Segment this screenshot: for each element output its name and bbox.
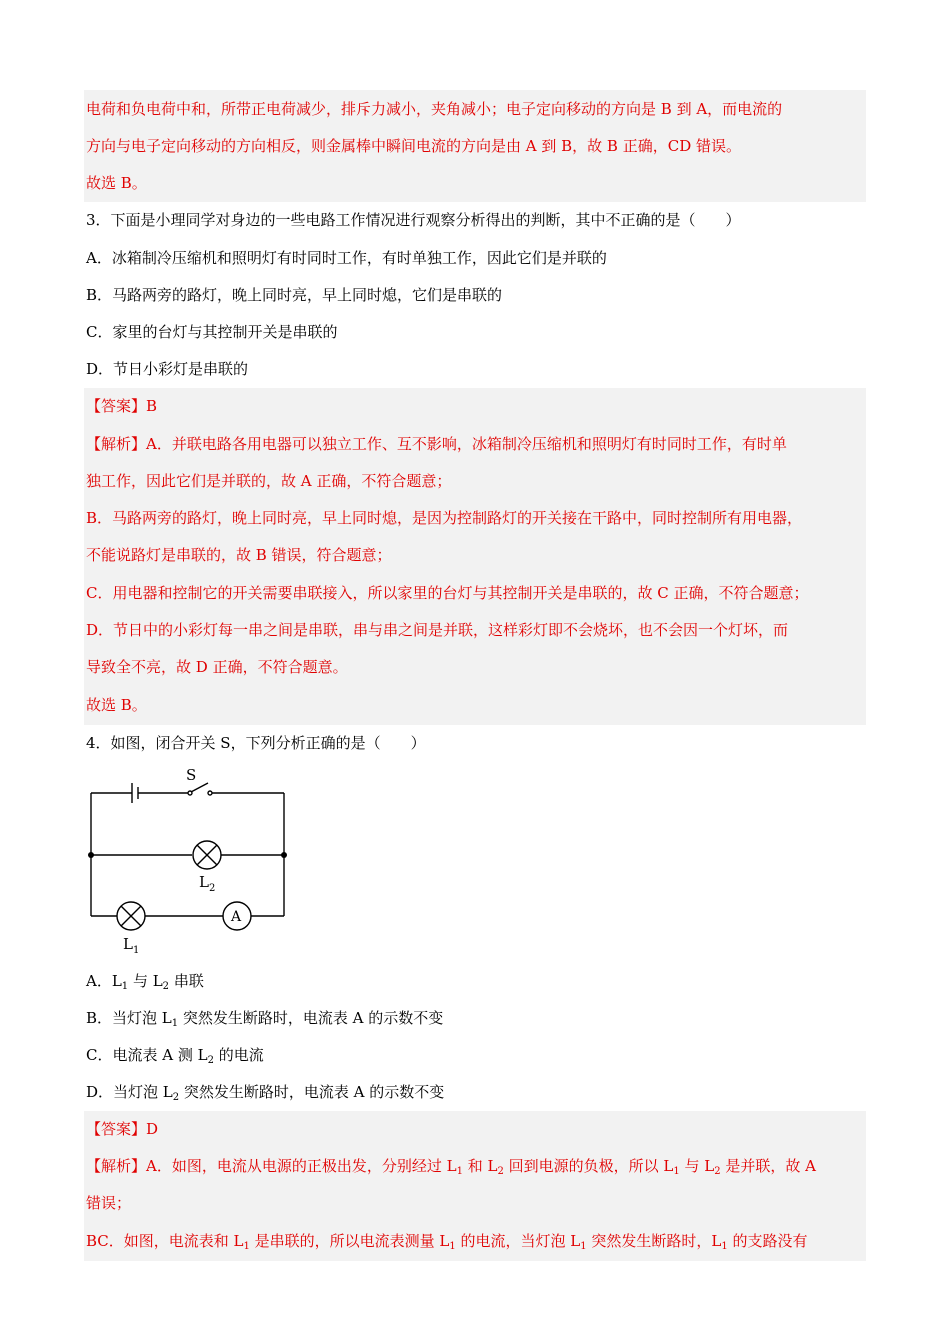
question-4-answer: 【答案】D xyxy=(86,1120,159,1138)
analysis-line: 故选 B。 xyxy=(86,174,147,192)
switch-label: S xyxy=(186,766,197,784)
question-4-option-d: D．当灯泡 $L_2$ 突然发生断路时，电流表 A 的示数不变 xyxy=(86,1083,445,1103)
analysis-line: 导致全不亮，故 D 正确，不符合题意。 xyxy=(86,658,348,676)
lamp-l1-label: $L_1$ xyxy=(123,935,140,956)
analysis-line: 【解析】A．如图，电流从电源的正极出发，分别经过 $L_1$ 和 $L_2$ 回到电源的负极，所以 $L_1$ 与 $L_2$ 是并联，故 A xyxy=(86,1157,816,1177)
junction-dot-left xyxy=(88,852,94,858)
question-4-option-c: C．电流表 A 测 $L_2$ 的电流 xyxy=(86,1046,264,1066)
analysis-line: D．节日中的小彩灯每一串之间是串联，串与串之间是并联，这样彩灯即不会烧坏，也不会因一个灯坏，而 xyxy=(86,621,789,639)
analysis-line: B．马路两旁的路灯，晚上同时亮，早上同时熄，是因为控制路灯的开关接在干路中，同时控制所有用电器， xyxy=(86,509,803,527)
question-4-option-a: A．$L_1$ 与 $L_2$ 串联 xyxy=(86,972,204,992)
switch-blade xyxy=(191,783,208,792)
analysis-line: 错误； xyxy=(86,1194,132,1212)
junction-dot-right xyxy=(281,852,287,858)
analysis-line: 电荷和负电荷中和，所带正电荷减少，排斥力减小，夹角减小；电子定向移动的方向是 B 到 A，而电流的 xyxy=(86,100,783,118)
question-4-option-b: B．当灯泡 $L_1$ 突然发生断路时，电流表 A 的示数不变 xyxy=(86,1009,444,1029)
switch-contact-right xyxy=(208,791,212,795)
ammeter-label: A xyxy=(231,909,242,925)
question-3-answer: 【答案】B xyxy=(86,397,158,415)
analysis-line: 方向与电子定向移动的方向相反，则金属棒中瞬间电流的方向是由 A 到 B，故 B 正确，CD 错误。 xyxy=(86,137,741,155)
question-3-option-a: A．冰箱制冷压缩机和照明灯有时同时工作，有时单独工作，因此它们是并联的 xyxy=(86,249,607,267)
question-3-option-b: B．马路两旁的路灯，晚上同时亮，早上同时熄，它们是串联的 xyxy=(86,286,503,304)
analysis-line: 【解析】A．并联电路各用电器可以独立工作、互不影响，冰箱制冷压缩机和照明灯有时同时工作，有时单 xyxy=(86,435,787,453)
analysis-line: C．用电器和控制它的开关需要串联接入，所以家里的台灯与其控制开关是串联的，故 C 正确，不符合题意； xyxy=(86,584,809,602)
analysis-line: 故选 B。 xyxy=(86,696,147,714)
question-3-stem: 3．下面是小理同学对身边的一些电路工作情况进行观察分析得出的判断，其中不正确的是（ ） xyxy=(86,211,741,229)
circuit-diagram xyxy=(80,765,300,960)
lamp-l2-label: $L_2$ xyxy=(199,873,216,894)
analysis-line: BC．如图，电流表和 $L_1$ 是串联的，所以电流表测量 $L_1$ 的电流，当灯泡 $L_1$ 突然发生断路时，$L_1$ 的支路没有 xyxy=(86,1232,808,1252)
question-4-stem: 4．如图，闭合开关 S，下列分析正确的是（ ） xyxy=(86,734,426,752)
analysis-line: 不能说路灯是串联的，故 B 错误，符合题意； xyxy=(86,546,392,564)
question-3-option-c: C．家里的台灯与其控制开关是串联的 xyxy=(86,323,338,341)
question-3-option-d: D．节日小彩灯是串联的 xyxy=(86,360,249,378)
analysis-line: 独工作，因此它们是并联的，故 A 正确，不符合题意； xyxy=(86,472,452,490)
